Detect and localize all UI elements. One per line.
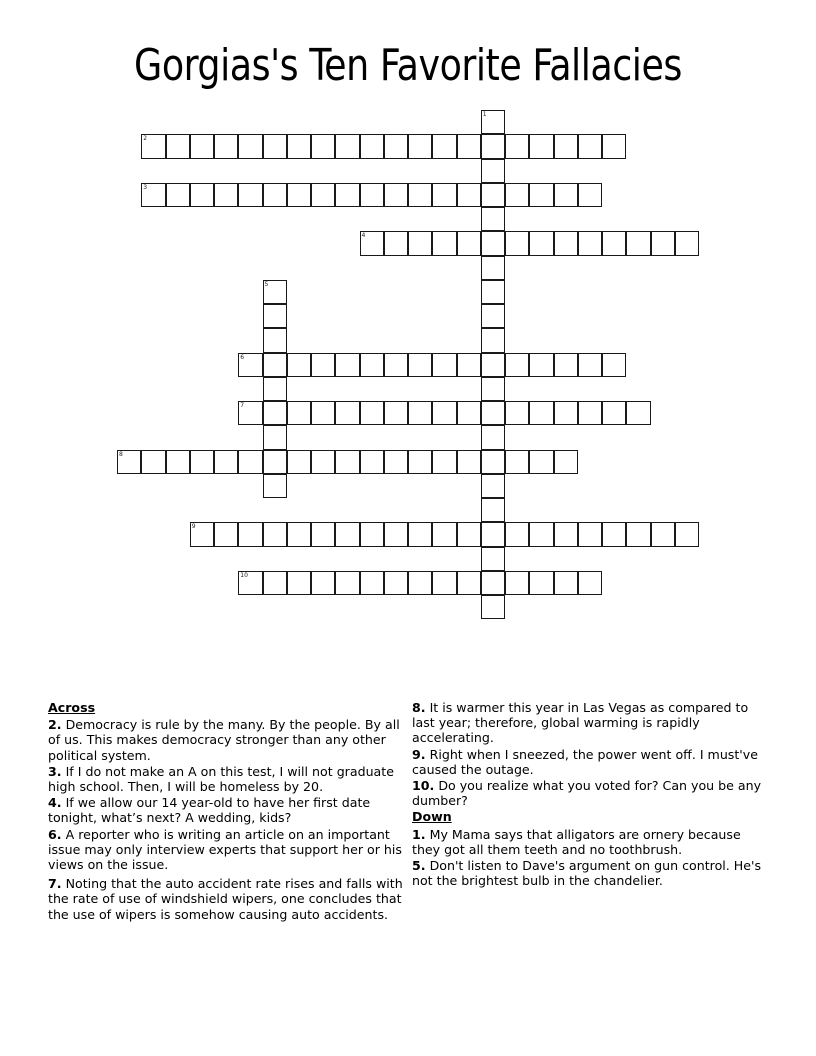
clue-across-6 — [48, 827, 406, 873]
cell-number: 4 — [361, 232, 366, 240]
grid-cell[interactable] — [238, 183, 262, 207]
grid-cell[interactable] — [287, 134, 311, 158]
grid-cell[interactable] — [481, 571, 505, 595]
grid-cell[interactable] — [335, 353, 359, 377]
cell-number: 1 — [482, 111, 487, 118]
grid-cell[interactable] — [602, 353, 626, 377]
grid-cell[interactable] — [166, 450, 190, 474]
clue-down-5 — [412, 858, 772, 888]
grid-cell[interactable] — [481, 401, 505, 425]
grid-cell[interactable] — [578, 183, 602, 207]
cell-number: 5 — [264, 280, 269, 288]
grid-cell[interactable] — [311, 401, 335, 425]
clue-text: Right when I sneezed, the power went off. I must've caused the outage. — [412, 746, 758, 777]
grid-cell[interactable] — [432, 522, 456, 546]
grid-cell[interactable] — [360, 571, 384, 595]
grid-cell[interactable] — [311, 450, 335, 474]
grid-cell[interactable] — [408, 401, 432, 425]
grid-cell[interactable] — [626, 522, 650, 546]
cell-number: 3 — [143, 183, 148, 191]
grid-cell[interactable] — [238, 134, 262, 158]
grid-cell[interactable] — [335, 522, 359, 546]
grid-cell[interactable] — [602, 231, 626, 255]
grid-cell[interactable] — [481, 498, 505, 522]
grid-cell[interactable] — [602, 134, 626, 158]
grid-cell[interactable] — [311, 571, 335, 595]
grid-cell[interactable] — [432, 450, 456, 474]
grid-cell[interactable] — [481, 183, 505, 207]
grid-cell[interactable] — [360, 134, 384, 158]
across-heading: Across — [48, 700, 96, 715]
grid-cell[interactable] — [190, 450, 214, 474]
clue-across-8 — [412, 700, 772, 746]
grid-cell[interactable] — [529, 450, 553, 474]
grid-cell[interactable] — [554, 231, 578, 255]
grid-cell[interactable] — [432, 571, 456, 595]
grid-cell[interactable] — [384, 450, 408, 474]
grid-cell[interactable] — [166, 183, 190, 207]
clue-text: My Mama says that alligators are ornery because they got all them teeth and no toothbrush. — [412, 826, 741, 857]
grid-cell[interactable] — [263, 450, 287, 474]
grid-cell[interactable] — [481, 377, 505, 401]
grid-cell[interactable] — [481, 547, 505, 571]
clue-number: 7. — [48, 876, 62, 892]
grid-cell[interactable] — [141, 134, 165, 158]
grid-cell[interactable] — [457, 231, 481, 255]
grid-cell[interactable] — [457, 401, 481, 425]
grid-cell[interactable] — [335, 183, 359, 207]
grid-cell[interactable] — [651, 522, 675, 546]
grid-cell[interactable] — [432, 231, 456, 255]
grid-cell[interactable] — [190, 522, 214, 546]
grid-cell[interactable] — [166, 134, 190, 158]
grid-cell[interactable] — [238, 401, 262, 425]
clues-column-left — [48, 700, 406, 923]
grid-cell[interactable] — [481, 159, 505, 183]
grid-cell[interactable] — [408, 522, 432, 546]
clue-number: 8. — [412, 700, 426, 715]
grid-cell[interactable] — [117, 450, 141, 474]
cell-number: 7 — [240, 402, 245, 409]
clue-number: 10. — [412, 778, 435, 794]
clue-text: If I do not make an A on this test, I will not graduate high school. Then, I will be homeless by 20. — [48, 763, 394, 795]
grid-cell[interactable] — [263, 377, 287, 401]
grid-cell[interactable] — [505, 571, 529, 595]
grid-cell[interactable] — [481, 280, 505, 304]
grid-cell[interactable] — [578, 522, 602, 546]
grid-cell[interactable] — [360, 353, 384, 377]
clue-number: 4. — [48, 795, 62, 811]
grid-cell[interactable] — [481, 231, 505, 255]
grid-cell[interactable] — [287, 183, 311, 207]
grid-cell[interactable] — [602, 401, 626, 425]
grid-cell[interactable] — [263, 522, 287, 546]
grid-cell[interactable] — [335, 134, 359, 158]
grid-cell[interactable] — [481, 256, 505, 280]
grid-cell[interactable] — [384, 353, 408, 377]
grid-cell[interactable] — [311, 183, 335, 207]
grid-cell[interactable] — [529, 522, 553, 546]
clue-down-1 — [412, 827, 772, 857]
grid-cell[interactable] — [432, 353, 456, 377]
grid-cell[interactable] — [287, 450, 311, 474]
grid-cell[interactable] — [190, 183, 214, 207]
clue-across-7 — [48, 876, 406, 922]
grid-cell[interactable] — [335, 571, 359, 595]
grid-cell[interactable] — [481, 522, 505, 546]
grid-cell[interactable] — [287, 522, 311, 546]
cell-number: 9 — [191, 523, 196, 531]
clue-number: 6. — [48, 826, 62, 842]
grid-cell[interactable] — [263, 401, 287, 425]
grid-cell[interactable] — [481, 134, 505, 158]
grid-cell[interactable] — [481, 425, 505, 449]
grid-cell[interactable] — [457, 183, 481, 207]
grid-cell[interactable] — [457, 522, 481, 546]
grid-cell[interactable] — [505, 183, 529, 207]
grid-cell[interactable] — [481, 110, 505, 134]
grid-cell[interactable] — [602, 522, 626, 546]
grid-cell[interactable] — [263, 134, 287, 158]
grid-cell[interactable] — [287, 401, 311, 425]
grid-cell[interactable] — [578, 401, 602, 425]
grid-cell[interactable] — [481, 595, 505, 619]
grid-cell[interactable] — [505, 353, 529, 377]
grid-cell[interactable] — [626, 401, 650, 425]
grid-cell[interactable] — [578, 231, 602, 255]
grid-cell[interactable] — [384, 571, 408, 595]
grid-cell[interactable] — [457, 134, 481, 158]
grid-cell[interactable] — [384, 522, 408, 546]
grid-cell[interactable] — [457, 450, 481, 474]
cell-number: 8 — [119, 450, 123, 458]
clue-across-2 — [48, 717, 406, 763]
grid-cell[interactable] — [675, 522, 699, 546]
grid-cell[interactable] — [238, 450, 262, 474]
grid-cell[interactable] — [263, 183, 287, 207]
grid-cell[interactable] — [263, 328, 287, 352]
grid-cell[interactable] — [529, 134, 553, 158]
grid-cell[interactable] — [578, 571, 602, 595]
grid-cell[interactable] — [554, 401, 578, 425]
clue-number: 2. — [48, 717, 62, 733]
clue-number: 3. — [48, 763, 62, 779]
grid-cell[interactable] — [578, 134, 602, 158]
cell-number: 2 — [143, 135, 148, 143]
grid-cell[interactable] — [408, 134, 432, 158]
clue-text: It is warmer this year in Las Vegas as compared to last year; therefore, global warming is rapidly accelerating. — [412, 700, 749, 746]
grid-cell[interactable] — [481, 353, 505, 377]
grid-cell[interactable] — [505, 134, 529, 158]
grid-cell[interactable] — [457, 353, 481, 377]
grid-cell[interactable] — [481, 207, 505, 231]
grid-cell[interactable] — [141, 450, 165, 474]
clue-text: Noting that the auto accident rate rises and falls with the rate of use of windshield wipers, one concludes that the use of wipers is somehow causing auto accidents. — [48, 876, 403, 922]
down-heading: Down — [412, 809, 452, 825]
grid-cell[interactable] — [335, 450, 359, 474]
grid-cell[interactable] — [529, 401, 553, 425]
grid-cell[interactable] — [408, 571, 432, 595]
grid-cell[interactable] — [263, 474, 287, 498]
clue-text: Don't listen to Dave's argument on gun control. He's not the brightest bulb in the chandelier. — [412, 858, 762, 889]
puzzle-title: Gorgias's Ten Favorite Fallacies — [134, 40, 682, 91]
grid-cell[interactable] — [214, 450, 238, 474]
grid-cell[interactable] — [529, 571, 553, 595]
grid-cell[interactable] — [408, 183, 432, 207]
clue-text: Democracy is rule by the many. By the people. By all of us. This makes democracy stronger than any other political system. — [48, 717, 400, 763]
grid-cell[interactable] — [432, 183, 456, 207]
grid-cell[interactable] — [311, 134, 335, 158]
clue-text: If we allow our 14 year-old to have her first date tonight, what’s next? A wedding, kids? — [48, 795, 371, 826]
grid-cell[interactable] — [287, 571, 311, 595]
grid-cell[interactable] — [335, 401, 359, 425]
clue-text: Do you realize what you voted for? Can you be any dumber? — [412, 778, 762, 809]
grid-cell[interactable] — [214, 522, 238, 546]
grid-cell[interactable] — [263, 425, 287, 449]
grid-cell[interactable] — [505, 522, 529, 546]
clue-number: 1. — [412, 826, 426, 842]
grid-cell[interactable] — [238, 571, 262, 595]
grid-cell[interactable] — [360, 522, 384, 546]
grid-cell[interactable] — [505, 401, 529, 425]
grid-cell[interactable] — [554, 134, 578, 158]
grid-cell[interactable] — [238, 353, 262, 377]
grid-cell[interactable] — [481, 304, 505, 328]
grid-cell[interactable] — [360, 183, 384, 207]
grid-cell[interactable] — [626, 231, 650, 255]
grid-cell[interactable] — [408, 353, 432, 377]
grid-cell[interactable] — [141, 183, 165, 207]
grid-cell[interactable] — [651, 231, 675, 255]
grid-cell[interactable] — [505, 231, 529, 255]
clue-across-3 — [48, 764, 406, 794]
grid-cell[interactable] — [238, 522, 262, 546]
grid-cell[interactable] — [408, 231, 432, 255]
grid-cell[interactable] — [214, 134, 238, 158]
grid-cell[interactable] — [529, 183, 553, 207]
grid-cell[interactable] — [384, 134, 408, 158]
grid-cell[interactable] — [263, 280, 287, 304]
grid-cell[interactable] — [287, 353, 311, 377]
grid-cell[interactable] — [554, 183, 578, 207]
clue-text: A reporter who is writing an article on an important issue may only interview experts that support her or his views on the issue. — [48, 826, 402, 873]
grid-cell[interactable] — [432, 134, 456, 158]
grid-cell[interactable] — [554, 353, 578, 377]
clues-column-right — [412, 700, 772, 889]
grid-cell[interactable] — [554, 450, 578, 474]
grid-cell[interactable] — [481, 450, 505, 474]
grid-cell[interactable] — [432, 401, 456, 425]
grid-cell[interactable] — [408, 450, 432, 474]
grid-cell[interactable] — [360, 450, 384, 474]
grid-cell[interactable] — [190, 134, 214, 158]
grid-cell[interactable] — [554, 522, 578, 546]
grid-cell[interactable] — [263, 304, 287, 328]
clue-number: 9. — [412, 746, 426, 762]
grid-cell[interactable] — [675, 231, 699, 255]
grid-cell[interactable] — [311, 353, 335, 377]
grid-cell[interactable] — [263, 353, 287, 377]
cell-number: 6 — [240, 353, 245, 361]
grid-cell[interactable] — [554, 571, 578, 595]
clue-across-10 — [412, 778, 772, 808]
grid-cell[interactable] — [311, 522, 335, 546]
grid-cell[interactable] — [384, 183, 408, 207]
grid-cell[interactable] — [360, 401, 384, 425]
grid-cell[interactable] — [529, 231, 553, 255]
grid-cell[interactable] — [384, 231, 408, 255]
grid-cell[interactable] — [505, 450, 529, 474]
grid-cell[interactable] — [384, 401, 408, 425]
grid-cell[interactable] — [263, 571, 287, 595]
grid-cell[interactable] — [481, 474, 505, 498]
grid-cell[interactable] — [529, 353, 553, 377]
grid-cell[interactable] — [481, 328, 505, 352]
clue-number: 5. — [412, 858, 426, 874]
grid-cell[interactable] — [578, 353, 602, 377]
cell-number: 10 — [240, 571, 248, 579]
clue-across-9 — [412, 747, 772, 777]
clue-across-4 — [48, 795, 406, 825]
grid-cell[interactable] — [360, 231, 384, 255]
grid-cell[interactable] — [214, 183, 238, 207]
grid-cell[interactable] — [457, 571, 481, 595]
